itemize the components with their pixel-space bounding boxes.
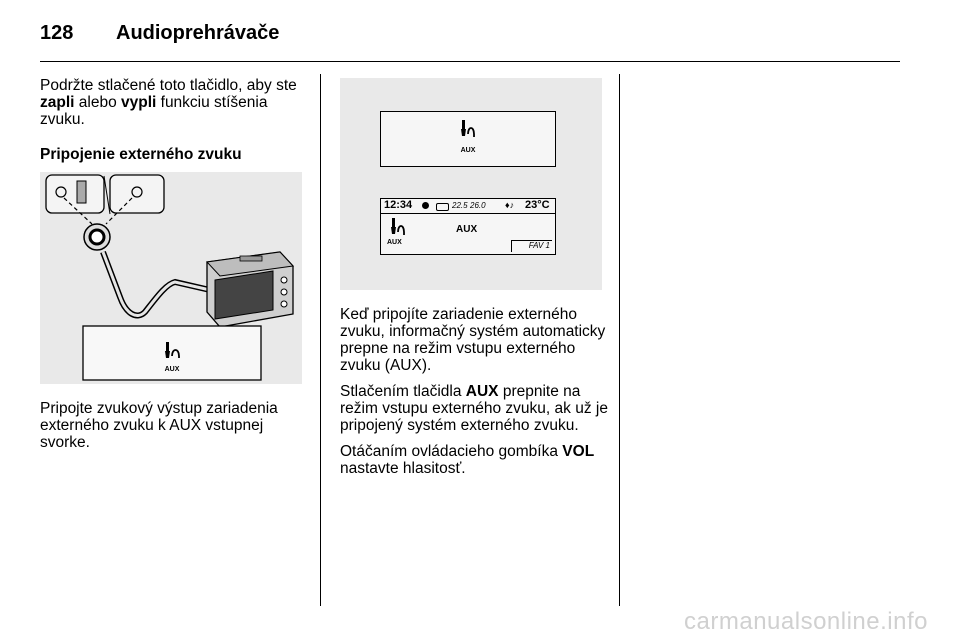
aux-status-display <box>380 198 556 255</box>
clock-readout: 12:34 <box>384 199 413 211</box>
connection-illustration <box>40 172 302 384</box>
page-header <box>40 22 279 45</box>
mute-paragraph: Podržte stlačené toto tlačidlo, aby ste zapli alebo vypli funkciu stíšenia zvuku. <box>40 77 297 128</box>
aux-icon-label: AUX <box>387 239 402 246</box>
volume-paragraph: Otáčaním ovládacieho gombíka VOL nastavte hlasitosť. <box>340 443 595 477</box>
page-title: Audioprehrávače <box>116 22 280 44</box>
temp-right: 26.0 <box>470 201 486 210</box>
aux-top-label: AUX <box>460 147 476 154</box>
status-bar <box>381 199 555 214</box>
favorites-tab: FAV 1 <box>511 240 552 252</box>
usb-slot-icon <box>77 181 86 203</box>
aux-input-icon <box>391 218 405 236</box>
aux-port-button <box>110 175 164 213</box>
aux-connection-figure <box>40 172 302 384</box>
aux-cable <box>103 252 210 316</box>
connect-paragraph: Pripojte zvukový výstup zariadenia externého zvuku k AUX vstupnej svorke. <box>40 400 278 451</box>
column-divider-right <box>619 74 620 606</box>
aux-top-display <box>380 111 556 167</box>
temp-left: 22.5 <box>452 201 468 210</box>
audio-icon: ♦♪ <box>505 200 515 210</box>
aux-display-label: AUX <box>164 366 180 373</box>
aux-keyword: AUX <box>465 383 499 400</box>
source-label: AUX <box>456 224 478 235</box>
page-number: 128 <box>40 22 74 44</box>
right-column <box>340 306 610 486</box>
auto-switch-paragraph: Keď pripojíte zariadenie externého zvuku, informačný systém automaticky prepne na režim vstupu externého zvuku (AUX). <box>340 306 606 374</box>
header-rule <box>40 61 900 62</box>
watermark: carmanualsonline.info <box>684 608 928 635</box>
column-divider-left <box>320 74 321 606</box>
vol-keyword: VOL <box>562 443 595 460</box>
aux-input-icon <box>461 120 475 138</box>
on-keyword: zapli <box>40 94 75 111</box>
aux-button-paragraph: Stlačením tlačidla AUX prepnite na režim vstupu externého zvuku, ak už je pripojený systém externého zvuku. <box>340 383 608 434</box>
usb-port-button <box>46 175 104 213</box>
signal-icon <box>436 203 449 211</box>
off-keyword: vypli <box>121 94 157 111</box>
outside-temp: 23°C <box>525 199 550 211</box>
section-heading: Pripojenie externého zvuku <box>40 146 242 163</box>
camera-device-icon <box>207 252 293 327</box>
aux-displays-figure <box>340 78 602 290</box>
record-icon <box>422 202 429 209</box>
left-column-bottom <box>40 400 312 460</box>
left-column-top <box>40 77 312 172</box>
